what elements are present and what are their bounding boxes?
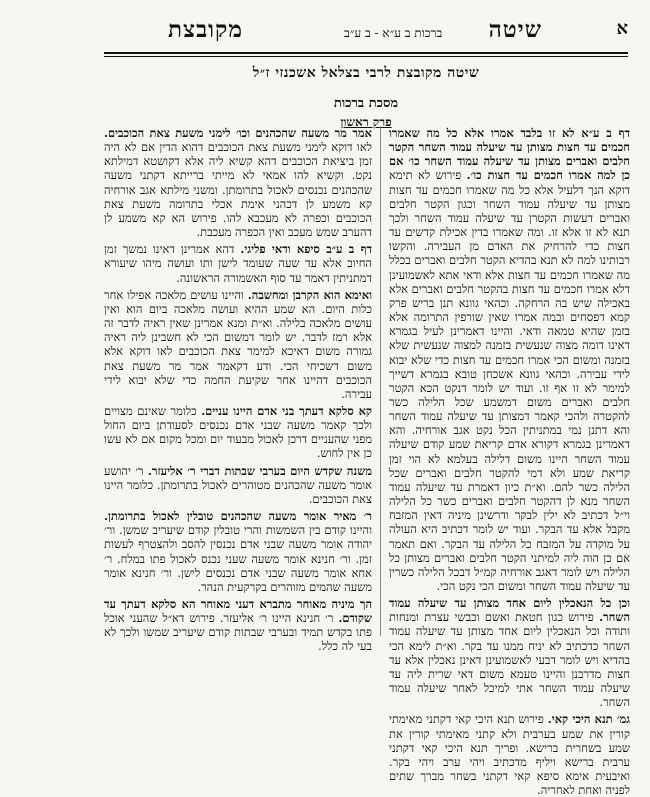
paragraph-lead: ר׳ מאיר אומר משעה שהכהנים טובלין לאכול בתרומתן.: [104, 509, 372, 524]
page-header: [104, 16, 628, 50]
left-column: [104, 126, 372, 654]
header-rule-thin: [104, 56, 628, 57]
paragraph: [104, 242, 372, 284]
paragraph-lead: גמ׳ תנא היכי קאי.: [547, 712, 630, 727]
paragraph-lead: דף ב ע״א לא זו בלבד אמרו אלא כל מה שאמרו חכמים עד חצות מצותן עד שיעלה עמוד השחר הקטר חלבים ואברים מצותן עד שיעלה עמוד השחר כו׳ אם כן למה אמרו חכמים עד חצות כו׳.: [389, 126, 631, 183]
paragraph-text: לאו דוקא לימני משעת צאת הכוכבים דהוא הדין אם לא היה זמן ביציאת הכוכבים דהא קשיא ליה אלא דקושטא דמילתא נקט. וקשיא להו אמאי לא מייתי ברייתא דקתני משעה שהכהנים נכנסים לאכול בתרומתן. ומשני מילתא אגב אורחיה קא משמע לן דכהני אימת אכלי בתרומה משעת צאת הכוכבים וכפרה לא מעכבא להו. פירוש הא קא משמע לן דהערב שמש מעכב ואין הכפרה מעכבת.: [104, 140, 372, 240]
paragraph-text: ר׳ חנינא היינו ר׳ אליעזר. פירוש דא״ל שהעני אוכל פתו בקדש תמיד ובערבי שבתות קודם שיעריב שמשו ולכך לא בעי לה כלל.: [104, 611, 372, 654]
paragraph-text: דהא אמרינן דאינו נמשך זמן החיוב אלא עד שעה שעומד לישן ותו ועושה מיהו שיעורא דמתניתין דאמר עד סוף האשמורה הראשונה.: [104, 242, 372, 285]
paragraph: [389, 712, 630, 797]
page-letter: א: [616, 18, 628, 39]
column-divider: [380, 126, 381, 636]
paragraph: [104, 288, 372, 401]
author-title: שיטה מקובצת לרבי בצלאל אשכנזי ז״ל: [252, 65, 480, 81]
paragraph-lead: קא סלקא דעתך בני אדם היינו עניים.: [201, 403, 372, 418]
paragraph-lead: הך מיניה מאוחר מתברא דעני מאוחר הא סלקא דעתך עד שקודם.: [104, 597, 372, 626]
paragraph: [104, 509, 372, 594]
paragraph-lead: אמר מר משעה שהכהנים וכו׳ לימני משעת צאת הכוכבים.: [104, 126, 372, 140]
header-rule: [104, 52, 628, 54]
paragraph-text: פירוש כגון חטאת ואשם וכבשי עצרת ומנחות ותודה וכל הנאכלין ליום אחד מצותן עד שיעלה עמוד השחר כדכתיב לא יניח ממנו עד בקר. וא״ת לימא הכי בהדיא ויש לומר דבעי לאשמועינן דאינן נאכלין אלא עד חצות מדרבנן והיינו טעמא משום דאי שרית ליה עד שיעלה עמוד השחר אתי למיכל לאחר שיעלה עמוד השחר.: [389, 610, 630, 710]
paragraph: [389, 596, 630, 709]
paragraph-text: פירוש תנא היכי קאי דקתני מאימתי קורין את שמע בערבית ולא קתני מאימתי קורין את שמע בשחרית ברישא. ופריך תנא היכי קאי דקתני ערבית ברישא ויליף מדכתיב ויהי ערב ויהי בקר. ואיבעית אימא סיפא קאי דקתני בשחר מברך שתים לפניה ואחת לאחריה.: [389, 712, 630, 797]
paragraph-lead: ואימא הוא הקרבן ומחשבה.: [247, 287, 372, 302]
paragraph-lead: וכן כל הנאכלין ליום אחד מצותן עד שיעלה עמוד השחר.: [389, 596, 630, 625]
paragraph-text: פירוש לא תימא דוקא הנך דלעיל אלא כל מה שאמרו חכמים עד חצות מצותן עד שיעלה עמוד השחר וכגון הקטר חלבים ואברים דעשות הקטרן עד שיעלה עמוד השחר ולכך תנא לא זו אלא זו. ומה שאמרו בדין אכילת קדשים עד חצות כדי להרחיק את האדם מן העבירה. והקשו רבותינו למה לא תנא בהדיא הקטר חלבים ואברים בכלל מה שאמרו חכמים עד חצות אלא ודאי אתא לאשמועינן דלא אמרו חכמים עד חצות בהקטר חלבים ואברים אלא באכילה שיש בה הרחקה. וכהאי גוונא תנן בריש פרק קמא דפסחים ובמה אמרו שאין שורפין התרומה אלא בזמן שהיא טמאה ודאי. והיינו דאמרינן לעיל בגמרא דאינו דומה מצוה שנעשית בזמנה למצוה שנעשית שלא בזמנה ומשום הכי אמרו חכמים עד חצות כדי שלא יבוא לידי עבירה. וכהאי גוונא אשכחן טובא בגמרא דשייך למימר לא זו אף זו. ועוד יש לומר דנקט הכא הקטר חלבים ואברים משום דמשמע שכל הלילה כשר להקטרה ולהכי קאמר דמצותן עד שיעלה עמוד השחר והא דתנן נמי במתניתין הכל נקט אגב אורחיה. והא דאמרינן בגמרא דקורא אדם קריאת שמע קודם שיעלה עמוד השחר היינו משום דלילה בעלמא לא הוי זמן קריאת שמע ולא דמי להקטר חלבים ואברים שכל הלילה כשר להם. וא״ת כיון דאמרת עד שיעלה עמוד השחר מנא לן דהקטר חלבים ואברים כשר כל הלילה וי״ל דכתיב לא ילין לבקר ודרשינן מיניה דאין המזבח מקבל אלא עד הבקר. ועוד יש לומר דכתיב היא העולה על מוקדה על המזבח כל הלילה עד הבקר. ואם תאמר אם כן הוה ליה למיתני הקטר חלבים ואברים מצותן כל הלילה ויש לומר דאגב אורחיה קמ״ל דבכל הלילה כשרין עד שיעלה עמוד השחר ומשום הכי נקט הכי.: [389, 168, 630, 593]
header-reference: ברכות ב ע״א - ב ע״ב: [344, 26, 443, 40]
paragraph-lead: דף ב ע״ב סיפא ודאי פליגי.: [240, 242, 372, 257]
paragraph-text: כלומר שאינם מצויים ולכך קאמר משעה שבני אדם נכנסים לסעודתן ביום החול מפני שהעניים דרכן לאכול מבעוד יום ומכל מקום אם לא עשו כן אין לחוש.: [104, 403, 372, 461]
header-title-left: מקובצת: [168, 16, 243, 43]
header-title-right: שיטה: [488, 16, 542, 43]
title-block: [104, 58, 628, 130]
paragraph-text: והיינו עושים מלאכה אפילו אחר כלות היום. הא שמע ההיא ועושה מלאכה ביום הוא ואין עושים מלאכה בלילה. וא״ת ומנא אמרינן שאין ראיה לדבר זה אלא רמז לדבר. יש לומר דמשום הכי לא חשבינן ליה ראיה גמורה משום דאיכא למימר צאת הכוכבים לאו דוקא אלא משום דשכיחי הכי. ודע דקאמר אמר מר משעת צאת הכוכבים דהיינו אחר שקיעת החמה כדי שלא יבוא לידי עבירה.: [104, 287, 372, 401]
paragraph-text: ר׳ יהושע אומר משעה שהכהנים מטוהרים לאכול בתרומתן. כלומר היינו צאת הכוכבים.: [104, 463, 372, 506]
perek-title: פרק ראשון: [340, 115, 392, 129]
masechet-title: מסכת ברכות: [333, 96, 399, 111]
paragraph-text: והיינו קודם בין השמשות והרי טובלין קודם שיעריב שמשן. ור׳ יהודה אומר משעה שבני אדם נכנסין להסב ולהצטרף לעשות זמן. ור׳ חנינא אומר משעה שעני נכנס לאכול פתו במלח. ר׳ אחא אומר משעה שבני אדם נכנסים לישן. ור׳ חנינא אומר משעה שהמים מזוהרים בקרקעית הנהר.: [104, 523, 372, 594]
paragraph: [104, 464, 372, 506]
paragraph-lead: משנה שקדש היום בערבי שבתות דברי ר׳ אליעזר.: [147, 463, 372, 478]
paragraph: [104, 404, 372, 461]
right-column: [389, 126, 631, 797]
paragraph: [104, 597, 372, 654]
paragraph: [104, 126, 372, 239]
paragraph: [389, 126, 630, 593]
